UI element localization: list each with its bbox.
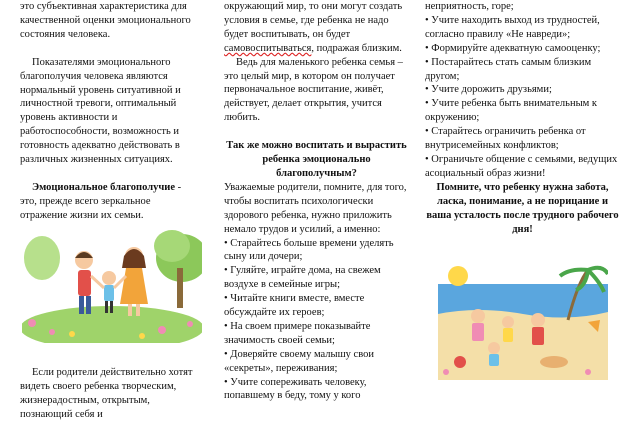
list-item: • Ограничьте общение с семьями, ведущих асоциальный образ жизни! <box>425 153 618 179</box>
column-left <box>20 0 200 223</box>
paragraph-indicators: Показателями эмоционального благополучия человека являются нормальный уровень ситуативной и личностной тревоги, оптимальный уровень активности и работоспособности, возможность и готовность адекватно действовать в различных жизненных ситуациях. <box>20 56 181 166</box>
paragraph-emotional-wellbeing: Эмоциональное благополучие - это, прежде всего зеркальное отражение жизни их семьи. <box>20 181 182 221</box>
paragraph-intro: Уважаемые родители, помните, для того, чтобы воспитать психологически здорового ребенка, нужно приложить немало трудов и усилий, а именно: <box>224 181 407 235</box>
section-heading: Так же можно воспитать и вырастить ребенка эмоционально благополучным? <box>226 140 407 179</box>
term-emotional-wellbeing: Эмоциональное благополучие <box>32 181 175 193</box>
list-item: • Учите дорожить друзьями; <box>425 84 552 96</box>
column-middle <box>224 0 409 403</box>
list-item: • Учите ребенка быть внимательным к окружению; <box>425 98 598 124</box>
list-item: • На своем примере показывайте значимость своей семьи; <box>224 320 371 346</box>
family-walk-illustration <box>22 228 202 343</box>
paragraph-self-upbringing: окружающий мир, то они могут создать условия в семье, где ребенка не надо будет воспитывать, он будет самовоспитываться, подражая близким. <box>224 1 403 54</box>
list-item: • Постарайтесь стать самым близким другом; <box>425 56 592 82</box>
list-item: • Старайтесь больше времени уделять сыну или дочери; <box>224 237 394 263</box>
list-item: • Учите находить выход из трудностей, согласно правилу «Не навреди»; <box>425 14 600 40</box>
paragraph-definition: это субъективная характеристика для качественной оценки эмоционального состояния человека. <box>20 1 191 40</box>
paragraph-family-world: Ведь для маленького ребенка семья – это целый мир, в котором он получает первоначальное воспитание, живёт, действует, делает открытия, учится любить. <box>224 56 403 124</box>
list-item: • Гуляйте, играйте дома, на свежем воздухе в семейные игры; <box>224 265 381 291</box>
list-item: • Старайтесь ограничить ребенка от внутрисемейных конфликтов; <box>425 126 586 152</box>
paragraph-parents: Если родители действительно хотят видеть своего ребенка творческим, жизнерадостным, открытым, познающий себя и <box>20 367 193 420</box>
column-right <box>425 0 620 236</box>
list-item: • Доверяйте своему малышу свои «секреты», переживания; <box>224 348 374 374</box>
list-item: • Читайте книги вместе, вместе обсуждайте их героев; <box>224 293 365 319</box>
family-beach-illustration <box>438 262 608 380</box>
list-item: • Формируйте адекватную самооценку; <box>425 42 601 54</box>
misspelled-word: самовоспитываться <box>224 42 312 54</box>
closing-statement: Помните, что ребенку нужна забота, ласка, понимание, а не порицание и ваша усталость после трудного рабочего дня! <box>426 181 619 235</box>
list-item: • Учите сопереживать человеку, попавшему в беду, тому у кого <box>224 376 367 402</box>
list-item: неприятность, горе; <box>425 1 514 12</box>
